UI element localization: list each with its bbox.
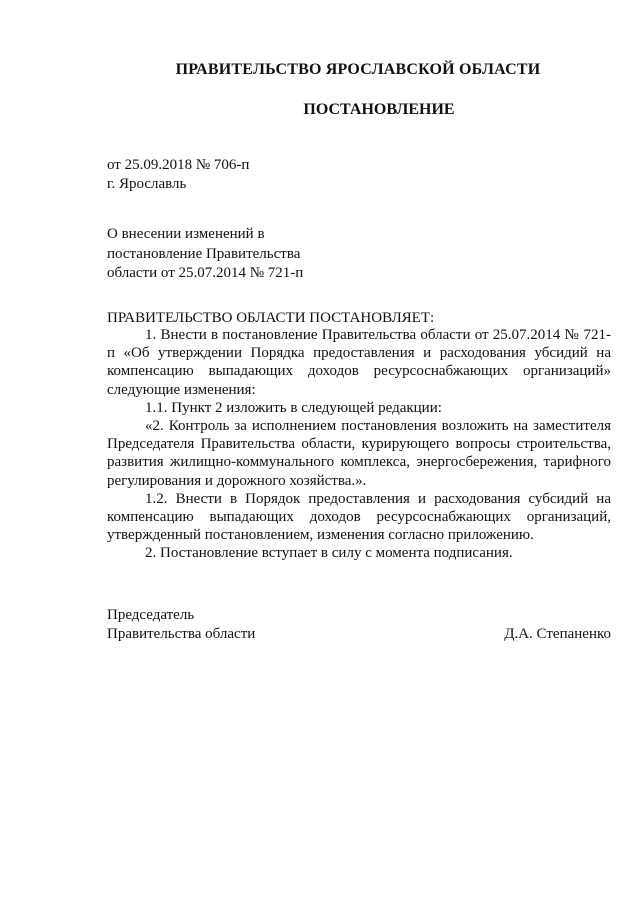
resolves-heading: ПРАВИТЕЛЬСТВО ОБЛАСТИ ПОСТАНОВЛЯЕТ: bbox=[107, 310, 435, 326]
document-type-title: ПОСТАНОВЛЕНИЕ bbox=[303, 101, 455, 118]
signatory-title-line1: Председатель bbox=[107, 607, 195, 623]
signatory-name: Д.А. Степаненко bbox=[504, 626, 611, 642]
item-1-1: 1.1. Пункт 2 изложить в следующей редакции: bbox=[145, 399, 442, 416]
authority-title: ПРАВИТЕЛЬСТВО ЯРОСЛАВСКОЙ ОБЛАСТИ bbox=[175, 61, 541, 78]
item-1: 1. Внести в постановление Правительства области от 25.07.2014 № 721-п «Об утверждении Порядка предоставления и расходования убсидий на компенсацию выпадающих доходов ресурсоснабжающих организаций» следующие изменения: bbox=[107, 327, 611, 398]
document-subject bbox=[107, 225, 347, 284]
document-body bbox=[107, 326, 611, 563]
document-city: г. Ярославль bbox=[107, 176, 187, 192]
item-2: 2. Постановление вступает в силу с момента подписания. bbox=[145, 545, 513, 562]
subject-line: О внесении изменений в bbox=[107, 226, 265, 242]
signatory-title-line2: Правительства области bbox=[107, 626, 256, 642]
subject-line: постановление Правительства bbox=[107, 245, 301, 262]
subject-line: области от 25.07.2014 № 721-п bbox=[107, 265, 304, 281]
item-1-1-quote: «2. Контроль за исполнением постановления возложить на заместителя Председателя Правительства области, курирующего вопросы строительства, развития жилищно-коммунального комплекса, энергосбережения, тарифного регулирования и дорожного хозяйства.». bbox=[107, 418, 611, 489]
signature-block bbox=[107, 606, 611, 644]
item-1-2: 1.2. Внести в Порядок предоставления и расходования субсидий на компенсацию выпадающих доходов ресурсоснабжающих организаций, утвержденный постановлением, изменения согласно приложению. bbox=[107, 490, 611, 544]
document-date-number: от 25.09.2018 № 706-п bbox=[107, 157, 250, 173]
